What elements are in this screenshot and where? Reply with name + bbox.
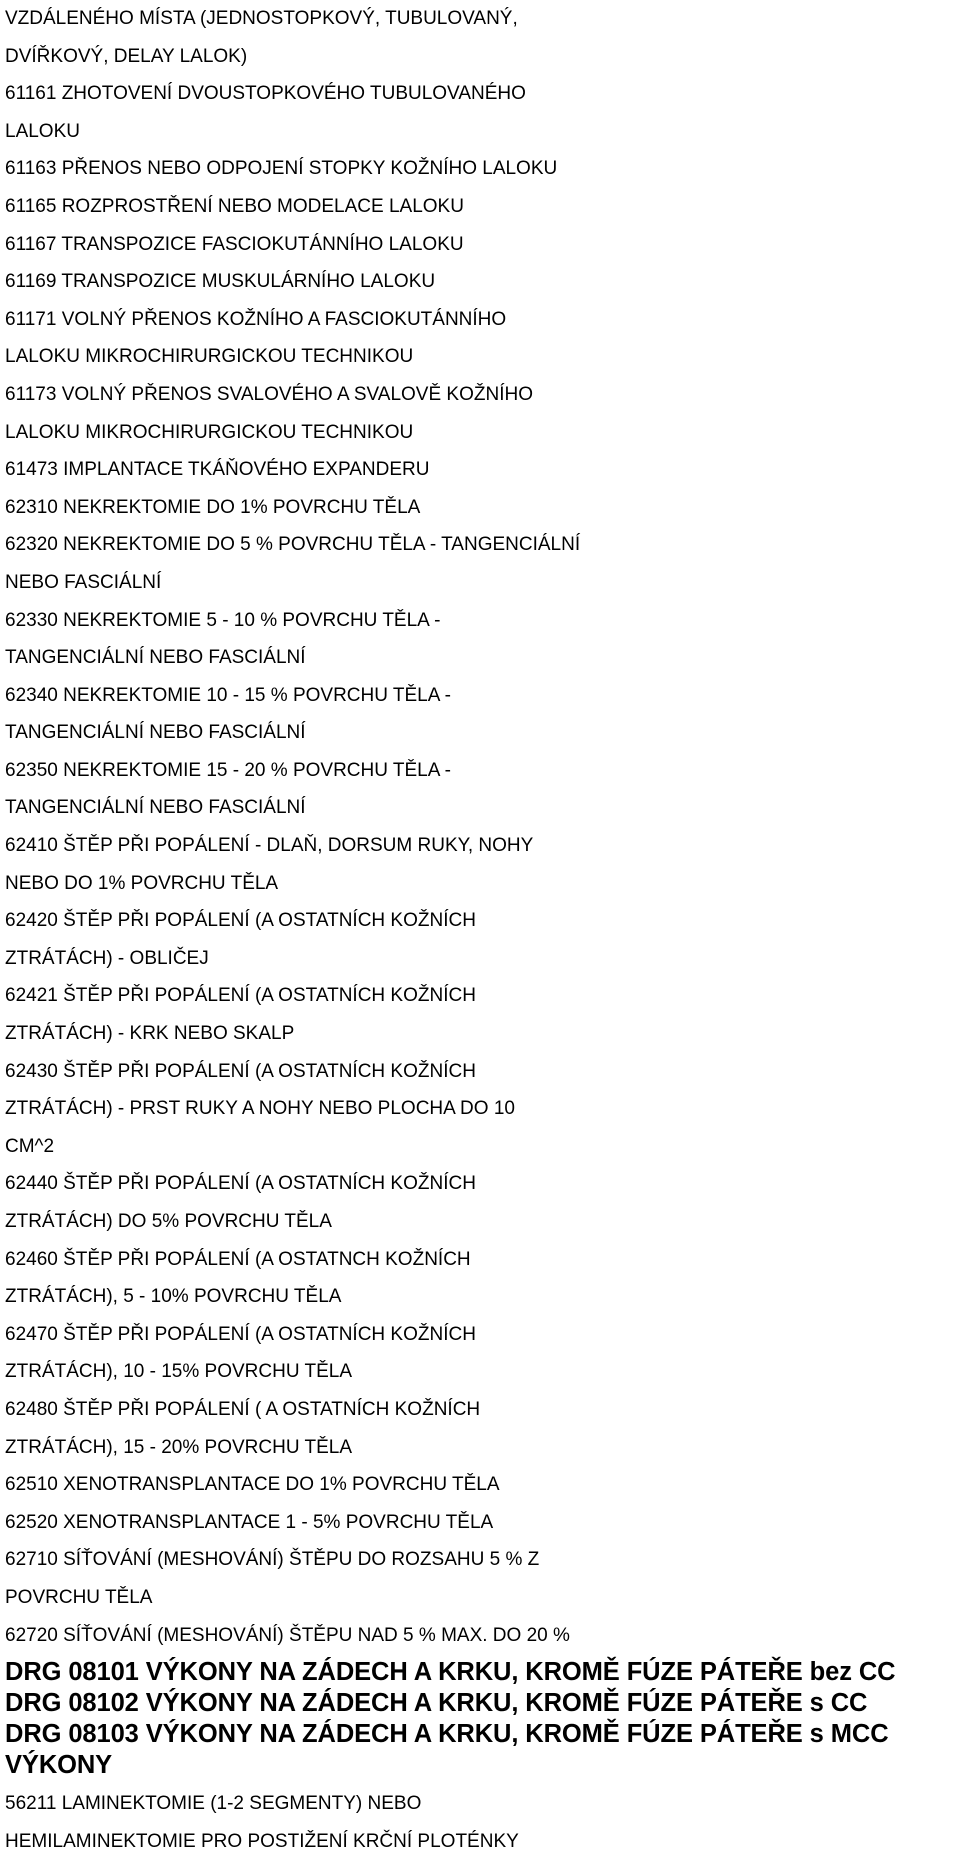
text-line: LALOKU MIKROCHIRURGICKOU TECHNIKOU: [5, 346, 414, 368]
text-line: 61171 VOLNÝ PŘENOS KOŽNÍHO A FASCIOKUTÁNNÍHO: [5, 308, 507, 330]
text-line: 62480 ŠTĚP PŘI POPÁLENÍ ( A OSTATNÍCH KOŽNÍCH: [5, 1398, 481, 1420]
text-line: ZTRÁTÁCH), 15 - 20% POVRCHU TĚLA: [5, 1436, 353, 1458]
text-line: ZTRÁTÁCH) - PRST RUKY A NOHY NEBO PLOCHA DO 10: [5, 1098, 515, 1120]
text-line: ZTRÁTÁCH) - OBLIČEJ: [5, 947, 209, 969]
text-line: 62510 XENOTRANSPLANTACE DO 1% POVRCHU TĚLA: [5, 1474, 500, 1496]
text-line: TANGENCIÁLNÍ NEBO FASCIÁLNÍ: [5, 647, 306, 669]
text-line: ZTRÁTÁCH) DO 5% POVRCHU TĚLA: [5, 1211, 332, 1232]
text-line: 62430 ŠTĚP PŘI POPÁLENÍ (A OSTATNÍCH KOŽNÍCH: [5, 1060, 476, 1082]
text-line: NEBO FASCIÁLNÍ: [5, 571, 162, 593]
text-line: 62720 SÍŤOVÁNÍ (MESHOVÁNÍ) ŠTĚPU NAD 5 % MAX. DO 20 %: [5, 1624, 570, 1646]
text-line: 62710 SÍŤOVÁNÍ (MESHOVÁNÍ) ŠTĚPU DO ROZSAHU 5 % Z: [5, 1549, 540, 1571]
drg-headings: [5, 1657, 960, 1781]
text-line: 61173 VOLNÝ PŘENOS SVALOVÉHO A SVALOVĚ KOŽNÍHO: [5, 383, 533, 405]
text-line: TANGENCIÁLNÍ NEBO FASCIÁLNÍ: [5, 797, 306, 819]
text-line: 62470 ŠTĚP PŘI POPÁLENÍ (A OSTATNÍCH KOŽNÍCH: [5, 1323, 476, 1345]
text-line: 62350 NEKREKTOMIE 15 - 20 % POVRCHU TĚLA -: [5, 759, 451, 781]
text-line: LALOKU MIKROCHIRURGICKOU TECHNIKOU: [5, 421, 414, 443]
text-line: 62421 ŠTĚP PŘI POPÁLENÍ (A OSTATNÍCH KOŽNÍCH: [5, 985, 476, 1007]
text-line: POVRCHU TĚLA: [5, 1586, 153, 1608]
text-line: VZDÁLENÉHO MÍSTA (JEDNOSTOPKOVÝ, TUBULOVANÝ,: [5, 8, 518, 29]
procedure-list-top: [5, 0, 960, 1654]
text-line: HEMILAMINEKTOMIE PRO POSTIŽENÍ KRČNÍ PLOTÉNKY: [5, 1830, 519, 1852]
text-line: 62420 ŠTĚP PŘI POPÁLENÍ (A OSTATNÍCH KOŽNÍCH: [5, 910, 476, 932]
text-line: LALOKU: [5, 120, 80, 142]
document-page: [5, 0, 960, 1860]
drg-heading: DRG 08102 VÝKONY NA ZÁDECH A KRKU, KROMĚ FÚZE PÁTEŘE s CC: [5, 1689, 868, 1718]
text-line: ZTRÁTÁCH) - KRK NEBO SKALP: [5, 1023, 295, 1045]
text-line: NEBO DO 1% POVRCHU TĚLA: [5, 872, 279, 894]
drg-heading: DRG 08101 VÝKONY NA ZÁDECH A KRKU, KROMĚ FÚZE PÁTEŘE bez CC: [5, 1658, 896, 1687]
text-line: 62460 ŠTĚP PŘI POPÁLENÍ (A OSTATNCH KOŽNÍCH: [5, 1248, 471, 1270]
procedure-list-bottom: [5, 1785, 960, 1860]
text-line: 61169 TRANSPOZICE MUSKULÁRNÍHO LALOKU: [5, 271, 436, 293]
text-line: 61163 PŘENOS NEBO ODPOJENÍ STOPKY KOŽNÍHO LALOKU: [5, 158, 558, 180]
text-line: ZTRÁTÁCH), 10 - 15% POVRCHU TĚLA: [5, 1361, 353, 1383]
text-line: 62310 NEKREKTOMIE DO 1% POVRCHU TĚLA: [5, 496, 421, 518]
text-line: CM^2: [5, 1135, 55, 1157]
text-line: 62330 NEKREKTOMIE 5 - 10 % POVRCHU TĚLA -: [5, 609, 441, 631]
text-line: 62410 ŠTĚP PŘI POPÁLENÍ - DLAŇ, DORSUM RUKY, NOHY: [5, 835, 534, 857]
text-line: 62520 XENOTRANSPLANTACE 1 - 5% POVRCHU TĚLA: [5, 1511, 494, 1533]
text-line: TANGENCIÁLNÍ NEBO FASCIÁLNÍ: [5, 722, 306, 744]
drg-heading: DRG 08103 VÝKONY NA ZÁDECH A KRKU, KROMĚ FÚZE PÁTEŘE s MCC: [5, 1720, 889, 1749]
text-line: 62340 NEKREKTOMIE 10 - 15 % POVRCHU TĚLA -: [5, 684, 451, 706]
section-heading: VÝKONY: [5, 1751, 113, 1780]
text-line: 62320 NEKREKTOMIE DO 5 % POVRCHU TĚLA - TANGENCIÁLNÍ: [5, 534, 581, 556]
text-line: 56211 LAMINEKTOMIE (1-2 SEGMENTY) NEBO: [5, 1793, 422, 1815]
text-line: DVÍŘKOVÝ, DELAY LALOK): [5, 45, 248, 67]
text-line: 61161 ZHOTOVENÍ DVOUSTOPKOVÉHO TUBULOVANÉHO: [5, 83, 526, 105]
text-line: 61165 ROZPROSTŘENÍ NEBO MODELACE LALOKU: [5, 195, 464, 217]
text-line: 61473 IMPLANTACE TKÁŇOVÉHO EXPANDERU: [5, 459, 430, 481]
text-line: 61167 TRANSPOZICE FASCIOKUTÁNNÍHO LALOKU: [5, 233, 464, 255]
text-line: 62440 ŠTĚP PŘI POPÁLENÍ (A OSTATNÍCH KOŽNÍCH: [5, 1173, 476, 1195]
text-line: ZTRÁTÁCH), 5 - 10% POVRCHU TĚLA: [5, 1286, 342, 1308]
